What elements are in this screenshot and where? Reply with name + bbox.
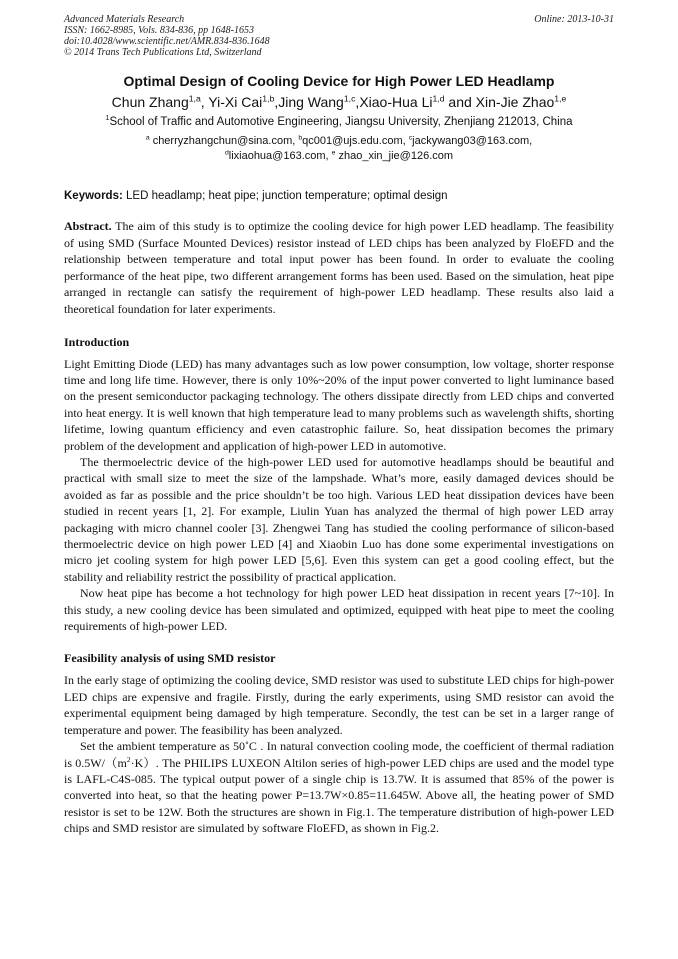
paper-title: Optimal Design of Cooling Device for High Power LED Headlamp	[123, 73, 555, 89]
author-name: Jing Wang	[278, 94, 344, 110]
online-date: Online: 2013-10-31	[534, 14, 614, 25]
author-name: Yi-Xi Cai	[208, 94, 263, 110]
author-sup: 1,c	[343, 93, 356, 104]
journal-name: Advanced Materials Research	[64, 14, 185, 25]
doi-line: doi:10.4028/www.scientific.net/AMR.834-836.1648	[64, 36, 270, 47]
author-sup: 1,e	[554, 93, 567, 104]
author-list: Chun Zhang$^{1,a}$, Yi-Xi Cai$^{1,b}$,Jing Wang$^{1,c}$,Xiao-Hua Li$^{1,d}$ and Xin-Jie Zhao$^{1,e}$	[111, 93, 567, 110]
email-list: $^a$ cherryzhangchun@sina.com, $^b$qc001@ujs.edu.com, $^c$jackywang03@163.com, $^d$lixiaohua@163.com, $^e$ zhao_xin_jie@126.com	[145, 134, 533, 162]
paragraph: The thermoelectric device of the high-power LED used for automotive headlamps should be beautiful and practical with small size to meet the size of the lampshade. What’s more, easily damaged devices should be avoided as far as possible and the price shouldn’t be too high. Various LED heat dissipation devices have been studied in recent years [1, 2]. For example, Liulin Yuan has analyzed the thermal of high power LED array packaging with micro channel cooler [3]. Zhengwei Tang has studied the cooling performance of silicon-based thermoelectric device on high power LED [4] and Xiaobin Luo has done some experimental investigations on micro jet cooling system for high power LED [5,6]. Even this system can get a good cooling effect, but the stability and reliability restrict the possibility of practical application.	[64, 455, 614, 584]
author-sup: 1,a	[188, 93, 201, 104]
author-name: Xin-Jie Zhao	[475, 94, 555, 110]
author-sup: 1,b	[262, 93, 275, 104]
abstract: Abstract. The aim of this study is to optimize the cooling device for high power LED headlamp. The feasibility of using SMD (Surface Mounted Devices) resistor instead of LED chips has been analyzed by FloEFD and the relationship between temperature and total input power has been found. In order to evaluate the cooling performance of the heat pipe, two different arrangement forms has been used. Based on the simulation, heat pipe arranged in rectangle can satisfy the requirement of high-power LED headlamp. These results also laid a theoretical foundation for later experiments.	[64, 219, 614, 316]
issn-line: ISSN: 1662-8985, Vols. 834-836, pp 1648-1653	[64, 25, 254, 36]
paragraph: Set the ambient temperature as 50˚C . In natural convection cooling mode, the coefficient of thermal radiation is $0.5W/(m^2\cdot K)$. The PHILIPS LUXEON Altilon series of high-power LED chips are used and the model type is LAFL-C4S-085. The typical output power of a single chip is 13.7W. It is assumed that 85% of the power is converted into heat, so that the heating power P=13.7W×0.85=11.645W. Above all, the heating power of SMD resistor is set to be 12W. Both the structures are shown in Fig.1. The temperature distribution of high-power LED chips and SMD resistor are simulated by software FloEFD, as shown in Fig.2.	[64, 739, 614, 836]
email-d: lixiaohua@163.com,	[228, 150, 329, 162]
paragraph: In the early stage of optimizing the cooling device, SMD resistor was used to substitute LED chips for high-power LED chips are expensive and fragile. Firstly, during the early experiments, using SMD resistor can avoid the experimental equipment being damaged by high temperature. Secondly, the test can be set in a larger range of temperature and power. The feasibility has been analyzed.	[64, 673, 614, 737]
email-a: cherryzhangchun@sina.com,	[152, 135, 296, 147]
journal-header	[64, 14, 614, 58]
section-heading-smd: Feasibility analysis of using SMD resistor	[64, 651, 276, 666]
section-heading-introduction: Introduction	[64, 334, 130, 349]
email-c: jackywang03@163.com,	[412, 135, 533, 147]
paragraph: Now heat pipe has become a hot technology for high power LED heat dissipation in recent years [7~10]. In this study, a new cooling device has been simulated and optimized, equipped with heat pipe to meet the cooling requirements of high-power LED.	[64, 586, 614, 634]
author-sup: 1,d	[432, 93, 445, 104]
email-b: qc001@ujs.edu.com,	[302, 135, 406, 147]
copyright-line: © 2014 Trans Tech Publications Ltd, Switzerland	[64, 47, 262, 58]
author-name: Chun Zhang	[111, 94, 189, 110]
email-e: zhao_xin_jie@126.com	[338, 150, 454, 162]
keywords: Keywords: LED headlamp; heat pipe; junction temperature; optimal design	[64, 190, 448, 202]
paper-page	[64, 14, 614, 837]
author-name: Xiao-Hua Li	[359, 94, 433, 110]
paragraph: Light Emitting Diode (LED) has many advantages such as low power consumption, low voltage, shorter response time and long life time. However, there is only 10%~20% of the input power converted to light luminance based on the present semiconductor packaging technology. The others dissipate directly from LED chips and converted into heat energy. It is well known that high temperature lead to many problems such as wavelength shifts, shorting lifetime, lowing quantum efficiency and even catastrophic failure. So, heat dissipation becomes the primary problem of the development and application of high-power LED in automotive.	[64, 356, 614, 453]
affiliation: $^1$School of Traffic and Automotive Engineering, Jiangsu University, Zhenjiang 212013, China	[105, 114, 573, 128]
